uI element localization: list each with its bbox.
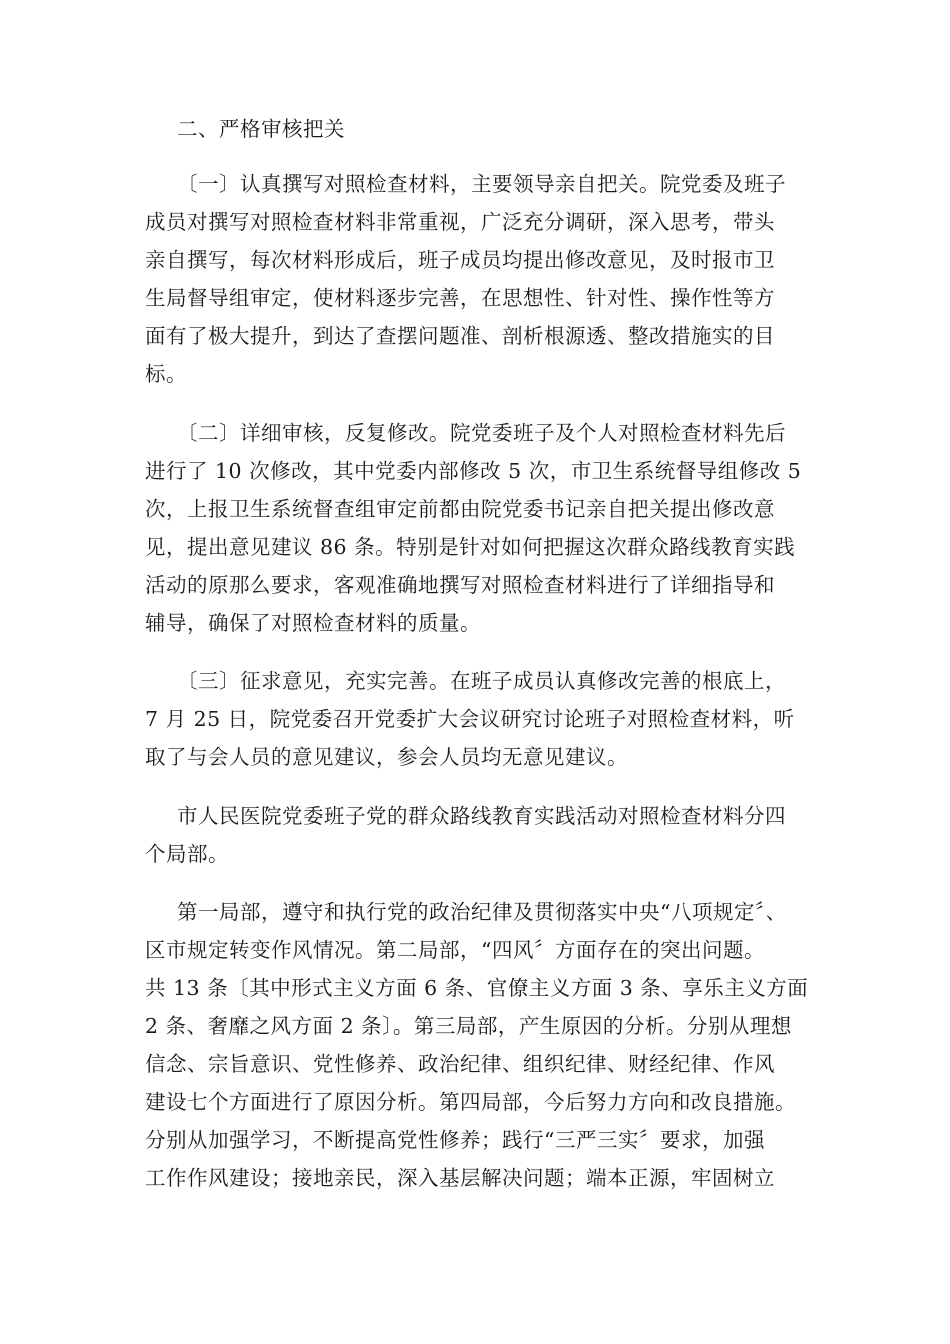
paragraph-5-line-5: 信念、宗旨意识、党性修养、政治纪律、组织纪律、财经纪律、作风 xyxy=(145,1052,775,1076)
paragraph-5-line-7: 分别从加强学习，不断提高党性修养；践行“三严三实〞要求，加强 xyxy=(145,1128,765,1152)
paragraph-5-line-8: 工作作风建设；接地亲民，深入基层解决问题；端本正源，牢固树立 xyxy=(145,1166,775,1190)
paragraph-1-line-3: 亲自撰写，每次材料形成后，班子成员均提出修改意见，及时报市卫 xyxy=(145,248,775,272)
paragraph-1-line-4: 生局督导组审定，使材料逐步完善，在思想性、针对性、操作性等方 xyxy=(145,286,775,310)
paragraph-1-line-2: 成员对撰写对照检查材料非常重视，广泛充分调研，深入思考，带头 xyxy=(145,210,775,234)
paragraph-5-line-6: 建设七个方面进行了原因分析。第四局部，今后努力方向和改良措施。 xyxy=(145,1090,796,1114)
paragraph-3-line-1: 〔三〕征求意见，充实完善。在班子成员认真修改完善的根底上， xyxy=(177,669,786,693)
paragraph-5-line-2: 区市规定转变作风情况。第二局部，“四风〞方面存在的突出问题。 xyxy=(145,938,765,962)
paragraph-5-line-4: 2 条、奢靡之风方面 2 条〕。第三局部，产生原因的分析。分别从理想 xyxy=(145,1014,792,1038)
paragraph-3-line-2: 7 月 25 日，院党委召开党委扩大会议研究讨论班子对照检查材料，听 xyxy=(145,707,795,731)
paragraph-2-line-6: 辅导，确保了对照检查材料的质量。 xyxy=(145,611,481,635)
paragraph-1-line-1: 〔一〕认真撰写对照检查材料，主要领导亲自把关。院党委及班子 xyxy=(177,172,786,196)
section-heading: 二、严格审核把关 xyxy=(177,117,345,141)
paragraph-4-line-1: 市人民医院党委班子党的群众路线教育实践活动对照检查材料分四 xyxy=(177,804,786,828)
paragraph-2-line-3: 次，上报卫生系统督查组审定前都由院党委书记亲自把关提出修改意 xyxy=(145,497,775,521)
paragraph-3-line-3: 取了与会人员的意见建议，参会人员均无意见建议。 xyxy=(145,745,628,769)
paragraph-2-line-5: 活动的原那么要求，客观准确地撰写对照检查材料进行了详细指导和 xyxy=(145,573,775,597)
paragraph-1-line-5: 面有了极大提升，到达了查摆问题准、剖析根源透、整改措施实的目 xyxy=(145,324,775,348)
paragraph-2-line-1: 〔二〕详细审核，反复修改。院党委班子及个人对照检查材料先后 xyxy=(177,421,786,445)
paragraph-2-line-4: 见，提出意见建议 86 条。特别是针对如何把握这次群众路线教育实践 xyxy=(145,535,796,559)
paragraph-4-line-2: 个局部。 xyxy=(145,842,229,866)
paragraph-5-line-3: 共 13 条〔其中形式主义方面 6 条、官僚主义方面 3 条、享乐主义方面 xyxy=(145,976,809,1000)
paragraph-1-line-6: 标。 xyxy=(145,362,187,386)
paragraph-5-line-1: 第一局部，遵守和执行党的政治纪律及贯彻落实中央“八项规定〞、 xyxy=(177,900,787,924)
paragraph-2-line-2: 进行了 10 次修改，其中党委内部修改 5 次，市卫生系统督导组修改 5 xyxy=(145,459,802,483)
